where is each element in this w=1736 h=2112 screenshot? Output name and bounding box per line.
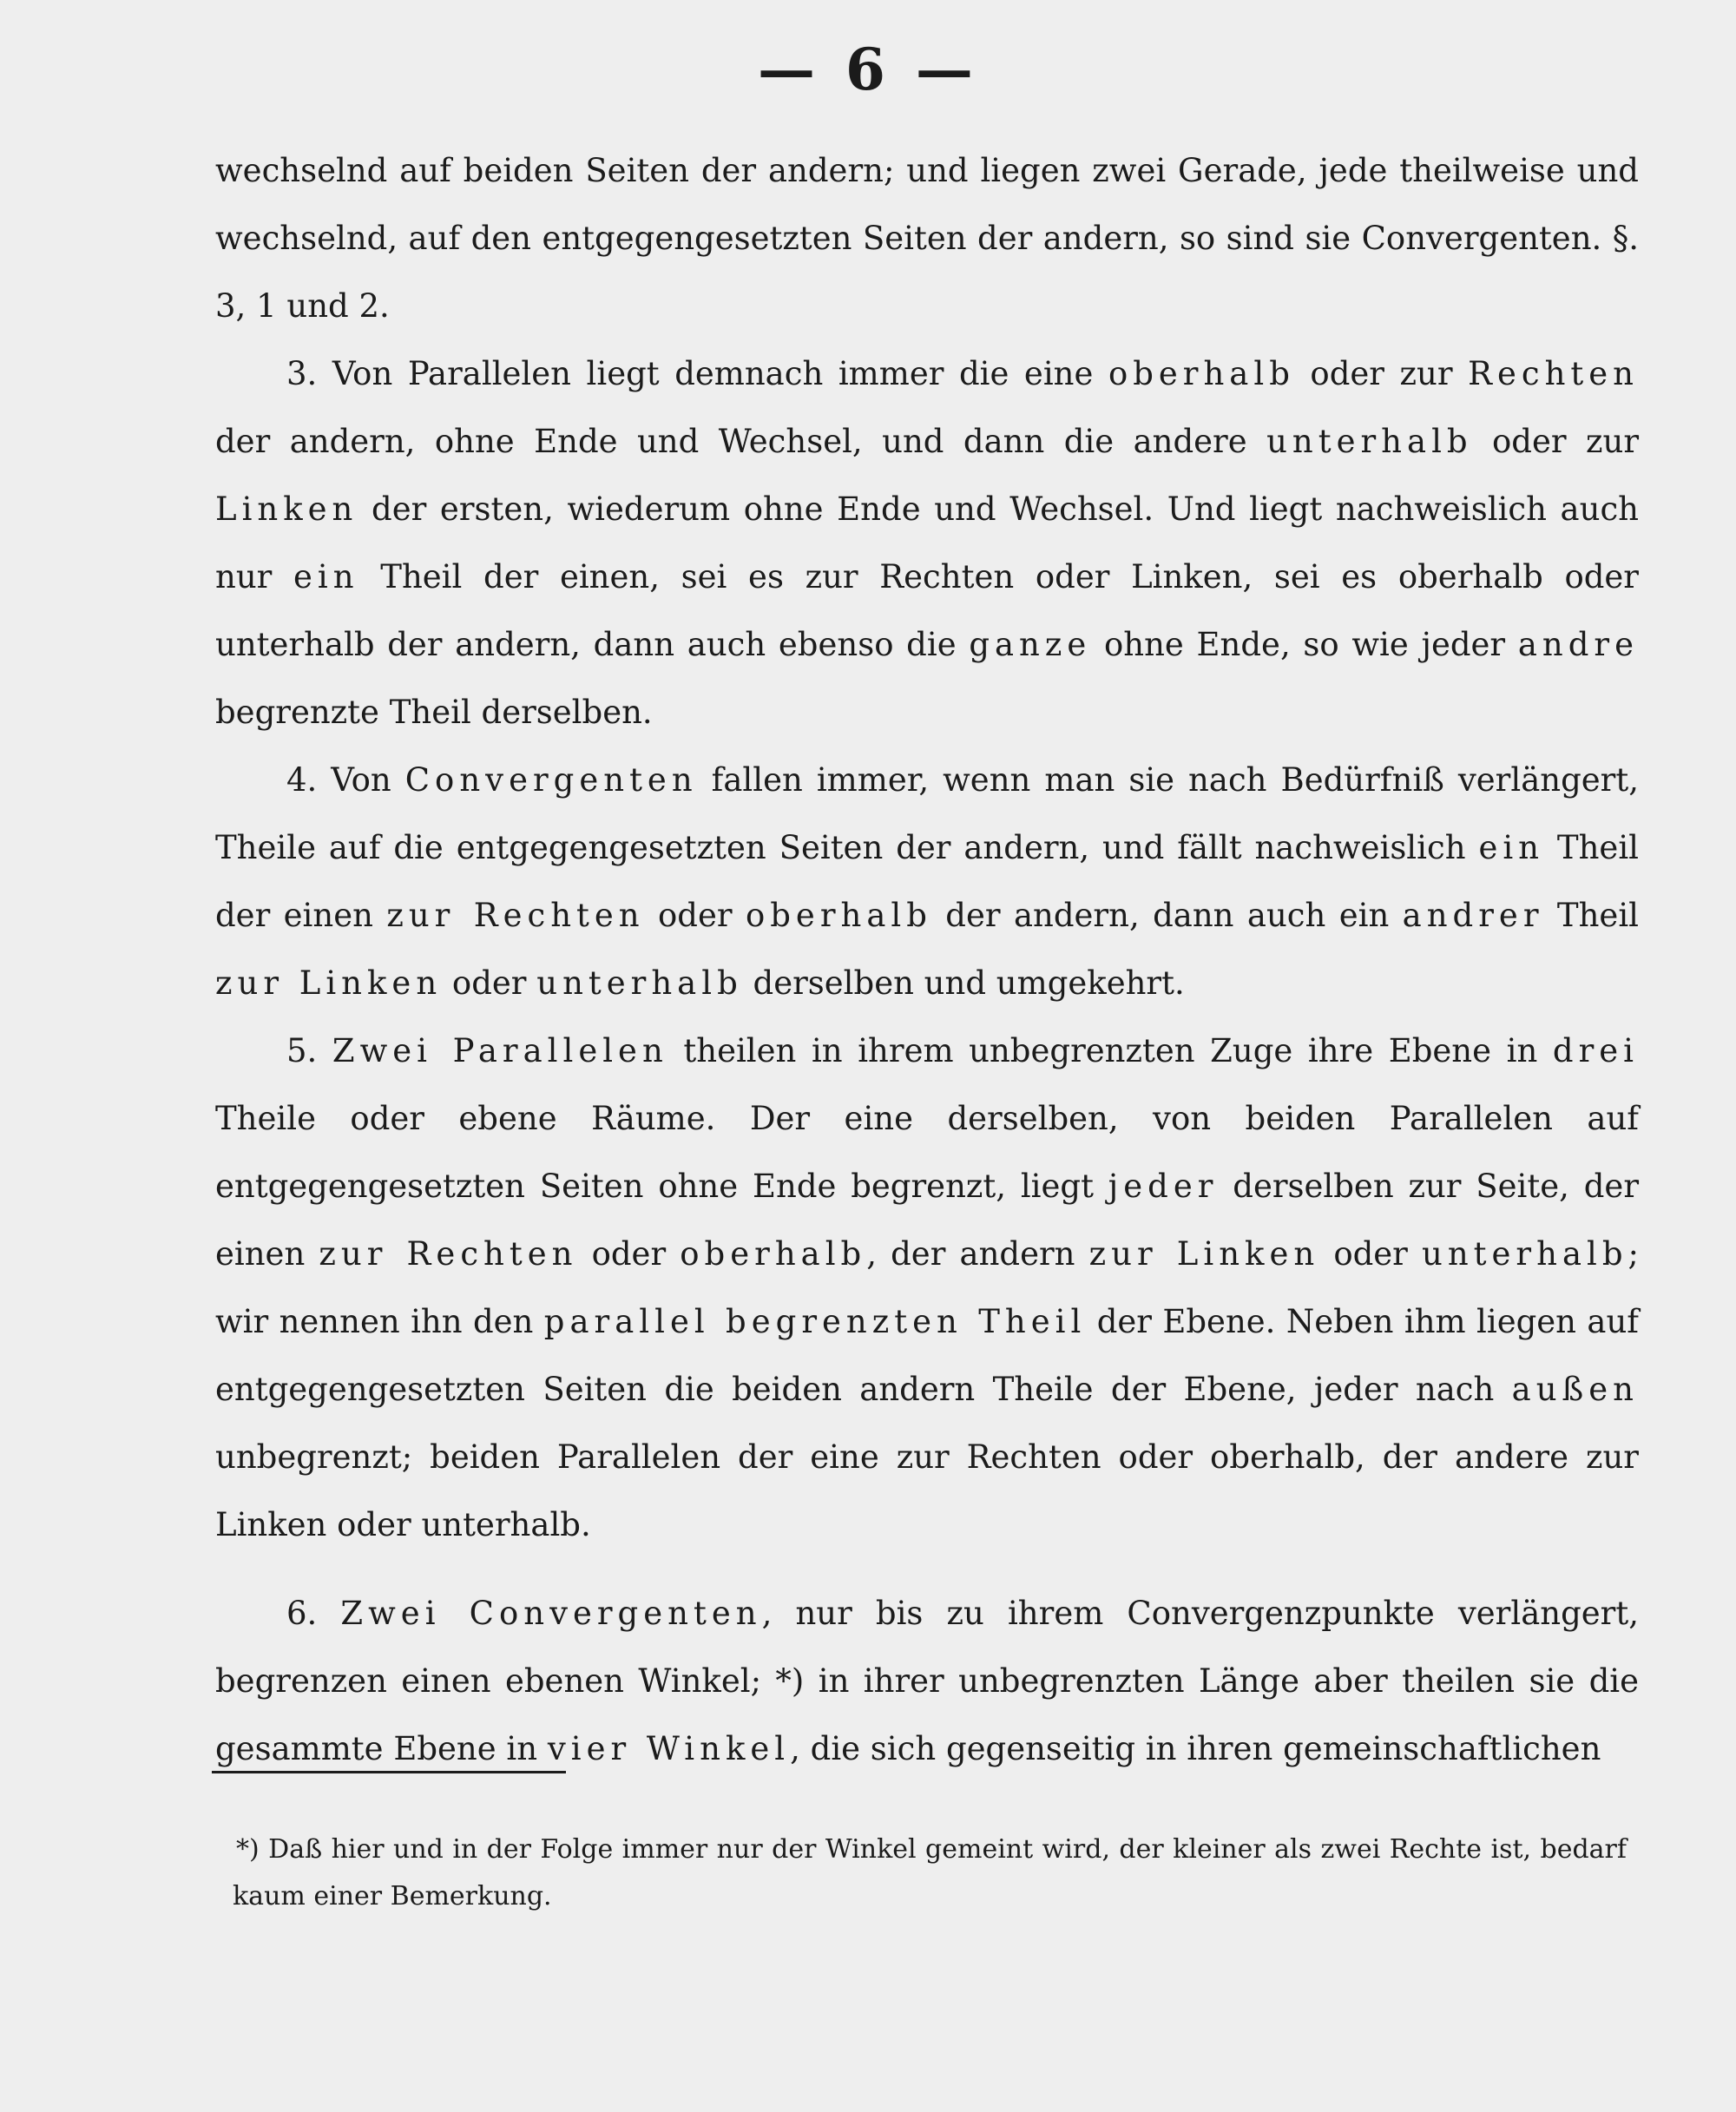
- emphasized-text: jeder: [1108, 1168, 1219, 1205]
- emphasized-text: oberhalb: [745, 897, 932, 934]
- emphasized-text: zur Linken: [1088, 1235, 1320, 1273]
- emphasized-text: außen: [1511, 1371, 1639, 1408]
- text-segment: oder: [1319, 1235, 1422, 1273]
- emphasized-text: Zwei Convergenten: [340, 1595, 762, 1632]
- text-segment: oder zur: [1472, 423, 1640, 460]
- text-segment: der andern, ohne Ende und Wechsel, und dann die andere: [215, 423, 1267, 460]
- text-segment: oder zur: [1294, 355, 1469, 392]
- text-segment: oder: [442, 964, 537, 1002]
- main-text: [215, 137, 1639, 1783]
- text-segment: Theil der einen: [215, 829, 1639, 934]
- emphasized-text: zur Rechten: [319, 1235, 578, 1273]
- text-segment: der andern, dann auch ein: [931, 897, 1403, 934]
- emphasized-text: andre: [1517, 626, 1639, 663]
- text-segment: 6.: [286, 1595, 341, 1632]
- emphasized-text: unterhalb: [1266, 423, 1473, 460]
- text-segment: wechselnd auf beiden Seiten der andern; und liegen zwei Gerade, jede theilweise und wechselnd, auf den entgegengesetzten Seiten der andern, so sind sie Convergenten. §. 3, 1 und 2.: [215, 152, 1639, 325]
- footnote: *) Daß hier und in der Folge immer nur der Winkel gemeint wird, der kleiner als zwei Rechte ist, bedarf kaum einer Bemerkung.: [233, 1834, 1627, 1911]
- emphasized-text: andrer: [1402, 897, 1544, 934]
- emphasized-text: Rechten: [1468, 355, 1639, 392]
- emphasized-text: ganze: [969, 626, 1092, 663]
- paragraph-3: [215, 340, 1639, 747]
- page-number: — 6 —: [758, 36, 978, 103]
- text-segment: 4. Von: [286, 761, 405, 799]
- text-segment: oder: [577, 1235, 681, 1273]
- emphasized-text: ein: [293, 558, 359, 595]
- text-segment: Theil: [1543, 897, 1639, 934]
- emphasized-text: Linken: [215, 490, 358, 528]
- text-segment: theilen in ihrem unbegrenzten Zuge ihre Ebene in: [667, 1032, 1553, 1069]
- text-segment: , nur bis zu ihrem Convergenzpunkte verlängert, begrenzen einen ebenen Winkel; *) in ihrer unbegrenzten Länge aber theilen sie die gesammte Ebene in: [215, 1595, 1639, 1767]
- emphasized-text: oberhalb: [680, 1235, 867, 1273]
- paragraph-5: [215, 1017, 1639, 1559]
- emphasized-text: Zwei Parallelen: [332, 1032, 668, 1069]
- text-segment: der Ebene. Neben ihm liegen auf entgegengesetzten Seiten die beiden andern Theile der Ebene, jeder nach: [215, 1303, 1639, 1408]
- paragraph-continued: [215, 137, 1639, 340]
- paragraph-4: [215, 747, 1639, 1017]
- text-segment: derselben zur Seite, der einen: [215, 1168, 1640, 1273]
- emphasized-text: Convergenten: [404, 761, 698, 799]
- emphasized-text: zur Linken: [215, 964, 443, 1002]
- text-segment: Theil der einen, sei es zur Rechten oder Linken, sei es oberhalb oder unterhalb der andern, dann auch ebenso die: [215, 558, 1639, 663]
- text-segment: der ersten, wiederum ohne Ende und Wechsel. Und liegt nachweislich auch nur: [215, 490, 1639, 595]
- text-segment: derselben und umgekehrt.: [742, 964, 1185, 1002]
- text-segment: begrenzte Theil derselben.: [215, 694, 653, 731]
- emphasized-text: unterhalb: [536, 964, 743, 1002]
- text-segment: , der andern: [866, 1235, 1089, 1273]
- text-segment: , die sich gegenseitig in ihren gemeinschaftlichen: [790, 1730, 1601, 1767]
- text-segment: fallen immer, wenn man sie nach Bedürfniß verlängert, Theile auf die entgegengesetzten Seiten der andern, und fällt nachweislich: [215, 761, 1639, 866]
- emphasized-text: vier Winkel: [547, 1730, 791, 1767]
- text-segment: unbegrenzt; beiden Parallelen der eine zur Rechten oder oberhalb, der andere zur Linken oder unterhalb.: [215, 1438, 1639, 1543]
- emphasized-text: zur Rechten: [386, 897, 645, 934]
- footnote-divider: [212, 1771, 566, 1773]
- text-segment: Theile oder ebene Räume. Der eine derselben, von beiden Parallelen auf entgegengesetzten Seiten ohne Ende begrenzt, liegt: [215, 1100, 1639, 1205]
- emphasized-text: parallel begrenzten Theil: [543, 1303, 1087, 1340]
- text-segment: 3. Von Parallelen liegt demnach immer die eine: [286, 355, 1108, 392]
- emphasized-text: oberhalb: [1108, 355, 1295, 392]
- text-segment: 5.: [286, 1032, 332, 1069]
- emphasized-text: drei: [1552, 1032, 1639, 1069]
- text-segment: oder: [644, 897, 746, 934]
- emphasized-text: ein: [1478, 829, 1544, 866]
- text-segment: ; wir nennen ihn den: [215, 1235, 1639, 1340]
- paragraph-6: [215, 1580, 1639, 1783]
- emphasized-text: unterhalb: [1422, 1235, 1628, 1273]
- text-segment: ohne Ende, so wie jeder: [1091, 626, 1518, 663]
